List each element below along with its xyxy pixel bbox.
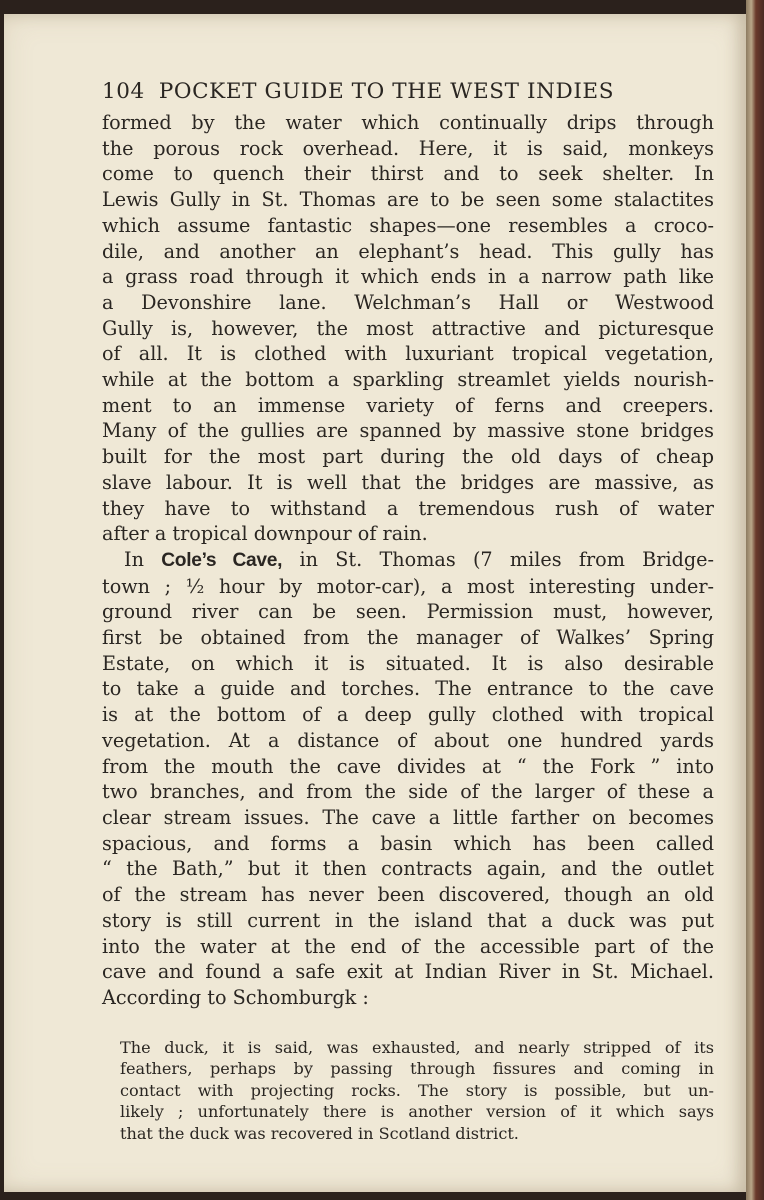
quote-line: The duck, it is said, was exhausted, and nearly stripped of its — [120, 1037, 714, 1057]
text-line: cave and found a safe exit at Indian River in St. Michael. — [102, 960, 714, 984]
text-line: clear stream issues. The cave a little farther on becomes — [102, 805, 714, 829]
text-line: a grass road through it which ends in a narrow path like — [102, 265, 714, 289]
text-line: town ; ½ hour by motor-car), a most interesting under- — [102, 574, 714, 598]
text-run: in St. Thomas (7 miles from Bridge- — [282, 547, 714, 571]
text-line: “ the Bath,” but it then contracts again, and the outlet — [102, 857, 714, 881]
text-line: story is still current in the island that a duck was put — [102, 908, 714, 932]
text-line: ment to an immense variety of ferns and creepers. — [102, 393, 714, 417]
text-line: two branches, and from the side of the larger of these a — [102, 780, 714, 804]
text-line: Estate, on which it is situated. It is also desirable — [102, 651, 714, 675]
text-line: Gully is, however, the most attractive and picturesque — [102, 316, 714, 340]
page-number: 104 — [102, 79, 145, 104]
text-run: In — [124, 547, 162, 571]
text-block — [102, 74, 714, 1144]
paragraph-gullies — [102, 110, 714, 547]
text-line: after a tropical downpour of rain. — [102, 522, 428, 546]
text-line: dile, and another an elephant’s head. This gully has — [102, 239, 714, 263]
text-line: Lewis Gully in St. Thomas are to be seen some stalactites — [102, 188, 714, 212]
place-name-coles-cave: Cole’s Cave, — [161, 549, 283, 571]
text-line: spacious, and forms a basin which has been called — [102, 831, 714, 855]
quote-line: likely ; unfortunately there is another version of it which says — [120, 1102, 714, 1122]
text-line-first — [102, 547, 714, 574]
page-paper — [4, 14, 746, 1192]
text-line: formed by the water which continually drips through — [102, 111, 714, 134]
quote-line: feathers, perhaps by passing through fissures and coming in — [120, 1059, 714, 1079]
text-line: first be obtained from the manager of Walkes’ Spring — [102, 626, 714, 650]
running-title: POCKET GUIDE TO THE WEST INDIES — [158, 79, 615, 104]
text-line: from the mouth the cave divides at “ the Fork ” into — [102, 754, 714, 778]
text-line: According to Schomburgk : — [102, 985, 369, 1009]
text-line: while at the bottom a sparkling streamlet yields nourish- — [102, 368, 714, 392]
text-line: a Devonshire lane. Welchman’s Hall or Westwood — [102, 290, 714, 314]
text-line: vegetation. At a distance of about one hundred yards — [102, 728, 714, 752]
text-line: ground river can be seen. Permission must, however, — [102, 600, 714, 624]
book-spine-edge — [746, 0, 764, 1200]
text-line: slave labour. It is well that the bridges are massive, as — [102, 470, 714, 494]
text-line: Many of the gullies are spanned by massive stone bridges — [102, 419, 714, 443]
text-line: to take a guide and torches. The entrance to the cave — [102, 677, 714, 701]
paragraph-coles-cave — [102, 547, 714, 1011]
running-head — [102, 74, 714, 110]
text-line: into the water at the end of the accessible part of the — [102, 934, 714, 958]
quote-line: contact with projecting rocks. The story is possible, but un- — [120, 1080, 714, 1100]
quote-line: that the duck was recovered in Scotland district. — [120, 1123, 519, 1143]
text-line: come to quench their thirst and to seek shelter. In — [102, 162, 714, 186]
text-line: they have to withstand a tremendous rush of water — [102, 496, 714, 520]
text-line: is at the bottom of a deep gully clothed with tropical — [102, 703, 714, 727]
block-quotation — [102, 1037, 714, 1145]
text-line: which assume fantastic shapes—one resembles a croco- — [102, 213, 714, 237]
text-line: the porous rock overhead. Here, it is said, monkeys — [102, 136, 714, 160]
text-line: of the stream has never been discovered, though an old — [102, 883, 714, 907]
text-line: of all. It is clothed with luxuriant tropical vegetation, — [102, 342, 714, 366]
text-line: built for the most part during the old days of cheap — [102, 445, 714, 469]
